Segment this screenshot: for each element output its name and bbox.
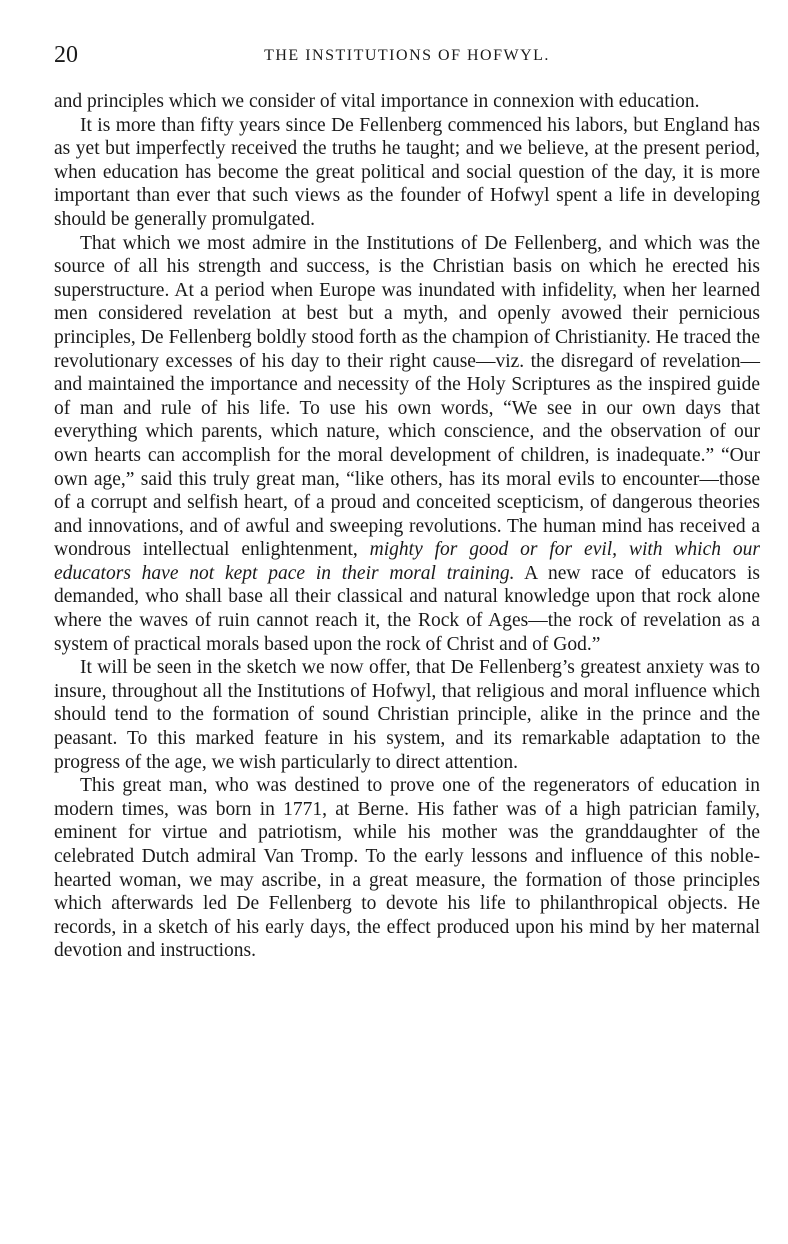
paragraph-text: It will be seen in the sketch we now offer, that De Fellenberg’s greatest anxiety was to insure, throughout all the Institutions of Hofwyl, that religious and moral influence which should tend to the formation of sound Christian principle, alike in the prince and the peasant. To this marked feature in his system, and its remarkable adaptation to the progress of the age, we wish particularly to direct attention. xyxy=(54,657,760,773)
paragraph-text: A new race of educators is demanded, who shall base all their classical and natural knowledge upon that rock alone where the waves of ruin cannot reach it, the Rock of Ages—the rock of revelation as a system of practical morals based upon the rock of Christ and of God.” xyxy=(54,562,760,655)
paragraph-text: This great man, who was destined to prove one of the regenerators of education in modern times, was born in 1771, at Berne. His father was of a high patrician family, eminent for virtue and patriotism, while his mother was the granddaughter of the celebrated Dutch admiral Van Tromp. To the early lessons and influence of this noble-hearted woman, we may ascribe, in a great measure, the formation of those principles which afterwards led De Fellenberg to devote his life to philanthropical objects. He records, in a sketch of his early days, the effect produced upon his mind by her maternal devotion and instructions. xyxy=(54,775,760,962)
running-title: THE INSTITUTIONS OF HOFWYL. xyxy=(264,47,550,64)
italic-quote: mighty for good or for evil, with which our educators have not kept pace in their moral training. xyxy=(54,539,760,584)
paragraph xyxy=(54,232,760,657)
paragraph-text: That which we most admire in the Institutions of De Fellenberg, and which was the source of all his strength and success, is the Christian basis on which he erected his superstructure. At a period when Europe was inundated with infidelity, when her learned men considered revelation at best but a myth, and openly avowed their pernicious principles, De Fellenberg boldly stood forth as the champion of Christianity. He traced the revolutionary excesses of his day to their right cause—viz. the disregard of revelation—and maintained the importance and necessity of the Holy Scriptures as the inspired guide of man and rule of his life. To use his own words, “We see in our own days that everything which parents, which nature, which conscience, and the observation of our own hearts can accomplish for the moral development of children, is inadequate.” “Our own age,” said this truly great man, “like others, has its moral evils to encounter—those of a corrupt and selfish heart, of a proud and conceited scepticism, of dangerous theories and innovations, and of awful and sweeping revolutions. The human mind has received a wondrous intellectual enlightenment, xyxy=(54,232,760,561)
paragraph xyxy=(54,656,760,774)
paragraph xyxy=(54,774,760,963)
paragraph xyxy=(54,114,760,232)
paragraph-text: and principles which we consider of vital importance in connexion with education. xyxy=(54,91,700,112)
body-text xyxy=(54,90,760,963)
paragraph-text: It is more than fifty years since De Fellenberg commenced his labors, but England has as yet but imperfectly received the truths he taught; and we believe, at the present period, when education has become the great political and social question of the day, it is more important than ever that such views as the founder of Hofwyl spent a life in developing should be generally promulgated. xyxy=(54,114,760,230)
page-number: 20 xyxy=(54,42,78,68)
page-header xyxy=(54,42,760,76)
paragraph-continued xyxy=(54,90,760,114)
